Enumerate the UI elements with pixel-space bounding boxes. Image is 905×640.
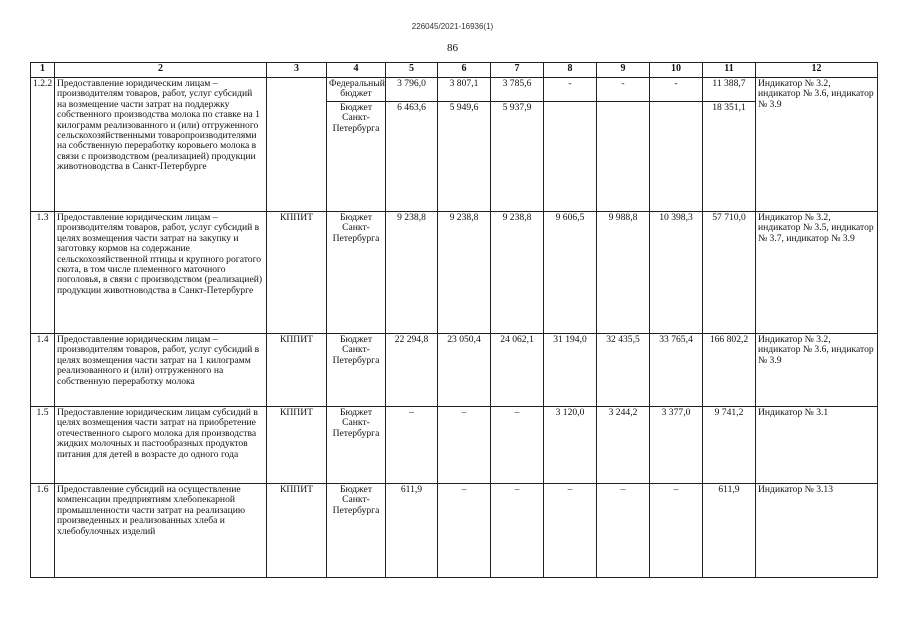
table-row — [31, 78, 878, 212]
funding-source: Бюджет Санкт-Петербурга — [327, 407, 386, 484]
value-federal: - — [597, 78, 649, 102]
funding-source: Бюджет Санкт-Петербурга — [327, 484, 386, 578]
value-federal: - — [544, 78, 596, 102]
row-executor: КППИТ — [267, 212, 327, 334]
value-spb — [544, 102, 596, 104]
row-number: 1.2.2 — [31, 78, 55, 212]
page-number: 86 — [447, 42, 458, 54]
value-cell: 3 377,0 — [650, 407, 703, 484]
value-cell — [650, 78, 703, 212]
value-spb: 6 463,6 — [397, 102, 426, 113]
value-total: 166 802,2 — [703, 334, 756, 407]
row-executor — [267, 78, 327, 212]
value-cell: – — [438, 484, 491, 578]
value-cell: – — [438, 407, 491, 484]
row-indicators: Индикатор № 3.1 — [756, 407, 878, 484]
funding-source-federal: Федеральный бюджет — [327, 78, 385, 102]
value-cell: 9 606,5 — [544, 212, 597, 334]
value-spb-total: 18 351,1 — [712, 102, 746, 113]
table-row — [31, 212, 878, 334]
column-header: 6 — [438, 63, 491, 78]
value-cell: – — [386, 407, 438, 484]
value-cell: 33 765,4 — [650, 334, 703, 407]
value-federal: 3 807,1 — [438, 78, 490, 102]
value-cell: 9 238,8 — [438, 212, 491, 334]
value-cell: 9 238,8 — [386, 212, 438, 334]
column-header: 10 — [650, 63, 703, 78]
column-header: 9 — [597, 63, 650, 78]
value-cell — [544, 78, 597, 212]
row-indicators: Индикатор № 3.2, индикатор № 3.5, индикатор № 3.7, индикатор № 3.9 — [756, 212, 878, 334]
value-federal: - — [650, 78, 702, 102]
funding-source: Бюджет Санкт-Петербурга — [327, 334, 386, 407]
value-cell: 24 062,1 — [491, 334, 544, 407]
value-cell: 611,9 — [386, 484, 438, 578]
value-federal: 3 796,0 — [386, 78, 437, 102]
value-total: 57 710,0 — [703, 212, 756, 334]
column-header: 2 — [55, 63, 267, 78]
row-executor: КППИТ — [267, 407, 327, 484]
column-header: 11 — [703, 63, 756, 78]
value-cell: 32 435,5 — [597, 334, 650, 407]
column-header: 3 — [267, 63, 327, 78]
value-cell — [597, 78, 650, 212]
value-cell: 23 050,4 — [438, 334, 491, 407]
funding-source-cell — [327, 78, 386, 212]
value-cell: – — [650, 484, 703, 578]
value-cell: – — [597, 484, 650, 578]
table-header-row — [31, 63, 878, 78]
column-header: 12 — [756, 63, 878, 78]
row-number: 1.4 — [31, 334, 55, 407]
budget-table — [30, 62, 878, 578]
value-cell: 3 244,2 — [597, 407, 650, 484]
value-federal-total: 11 388,7 — [703, 78, 755, 102]
funding-source: Бюджет Санкт-Петербурга — [327, 212, 386, 334]
value-spb: 5 949,6 — [449, 102, 479, 113]
document-id: 226045/2021-16936(1) — [411, 22, 494, 31]
row-description: Предоставление юридическим лицам – производителям товаров, работ, услуг субсидий на возмещение части затрат на поддержку собственного производства молока по ставке на 1 килограмм реализованного и (или) отгруженного сельскохозяйственными товаропроизводителями на собственную переработку коровьего молока в связи с производством (реализацией) продукции животноводства в Санкт-Петербурге — [55, 78, 267, 212]
value-cell: 9 238,8 — [491, 212, 544, 334]
row-indicators: Индикатор № 3.13 — [756, 484, 878, 578]
value-federal: 3 785,6 — [491, 78, 543, 102]
row-description: Предоставление юридическим лицам – производителям товаров, работ, услуг субсидий в целях возмещения части затрат на закупку и заготовку кормов на содержание сельскохозяйственной птицы и крупного рогатого скота, в том числе племенного маточного поголовья, в связи с производством (реализацией) продукции животноводства в Санкт-Петербурге — [55, 212, 267, 334]
column-header: 7 — [491, 63, 544, 78]
row-indicators: Индикатор № 3.2, индикатор № 3.6, индикатор № 3.9 — [756, 334, 878, 407]
table-row — [31, 484, 878, 578]
value-cell — [703, 78, 756, 212]
value-cell: 31 194,0 — [544, 334, 597, 407]
value-cell: 10 398,3 — [650, 212, 703, 334]
row-executor: КППИТ — [267, 484, 327, 578]
column-header: 8 — [544, 63, 597, 78]
table-row — [31, 334, 878, 407]
row-description: Предоставление юридическим лицам – производителям товаров, работ, услуг субсидий в целях возмещения части затрат на 1 килограмм реализованного и (или) отгруженного на собственную переработку молока — [55, 334, 267, 407]
value-spb — [650, 102, 702, 104]
value-total: 9 741,2 — [703, 407, 756, 484]
row-indicators: Индикатор № 3.2, индикатор № 3.6, индикатор № 3.9 — [756, 78, 878, 212]
value-spb: 5 937,9 — [502, 102, 532, 113]
value-cell: 22 294,8 — [386, 334, 438, 407]
value-total: 611,9 — [703, 484, 756, 578]
row-number: 1.5 — [31, 407, 55, 484]
funding-source-spb: Бюджет Санкт-Петербурга — [332, 102, 380, 134]
column-header: 1 — [31, 63, 55, 78]
value-cell — [438, 78, 491, 212]
value-cell — [491, 78, 544, 212]
value-cell: – — [491, 484, 544, 578]
table-row — [31, 407, 878, 484]
value-spb — [597, 102, 649, 104]
column-header: 5 — [386, 63, 438, 78]
value-cell — [386, 78, 438, 212]
value-cell: 9 988,8 — [597, 212, 650, 334]
value-cell: – — [491, 407, 544, 484]
row-description: Предоставление субсидий на осуществление компенсации предприятиям хлебопекарной промышленности части затрат на реализацию произведенных и реализованных хлеба и хлебобулочных изделий — [55, 484, 267, 578]
row-number: 1.3 — [31, 212, 55, 334]
column-header: 4 — [327, 63, 386, 78]
row-executor: КППИТ — [267, 334, 327, 407]
row-number: 1.6 — [31, 484, 55, 578]
row-description: Предоставление юридическим лицам субсидий в целях возмещения части затрат на приобретение отечественного сырого молока для производства жидких молочных и пастообразных продуктов питания для детей в возрасте до одного года — [55, 407, 267, 484]
value-cell: – — [544, 484, 597, 578]
value-cell: 3 120,0 — [544, 407, 597, 484]
